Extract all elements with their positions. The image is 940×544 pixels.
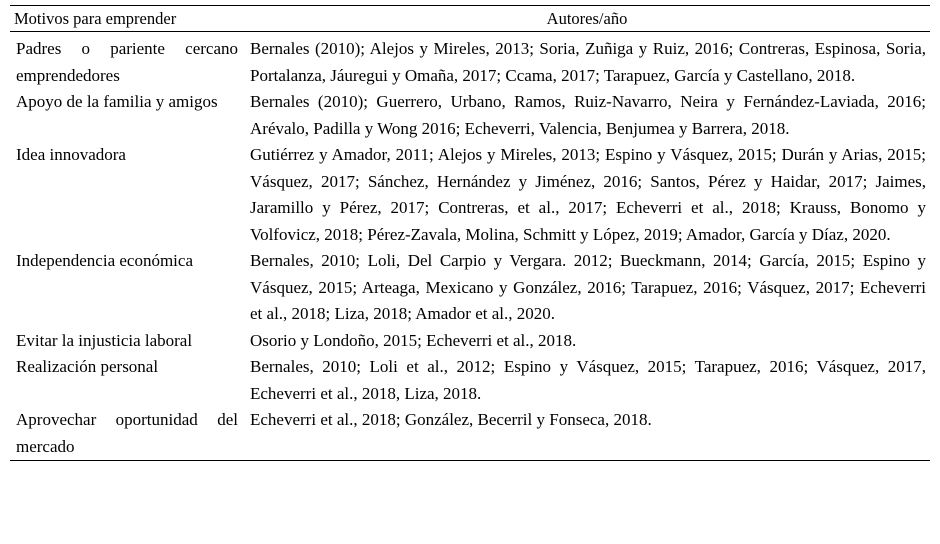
header-row — [10, 6, 930, 32]
autores-cell: Bernales (2010); Alejos y Mireles, 2013; Soria, Zuñiga y Ruiz, 2016; Contreras, Espinosa, Soria, Portalanza, Jáuregui y Omaña, 2017; Ccama, 2017; Tarapuez, García y Castellano, 2018. — [250, 39, 926, 85]
table-row — [10, 89, 930, 142]
table-row — [10, 407, 930, 461]
table-header — [10, 6, 930, 32]
motivo-cell: Independencia económica — [16, 251, 193, 270]
motivo-cell: Evitar la injusticia laboral — [16, 330, 193, 350]
header-autores: Autores/año — [546, 8, 628, 28]
table-row — [10, 328, 930, 355]
autores-cell: Osorio y Londoño, 2015; Echeverri et al., 2018. — [250, 330, 577, 350]
motivo-cell: Aprovechar oportunidad del mercado — [16, 410, 238, 456]
autores-cell: Echeverri et al., 2018; González, Becerril y Fonseca, 2018. — [250, 410, 652, 429]
table-row — [10, 142, 930, 248]
autores-cell: Gutiérrez y Amador, 2011; Alejos y Mireles, 2013; Espino y Vásquez, 2015; Durán y Arias, 2015; Vásquez, 2017; Sánchez, Hernández y Jiménez, 2016; Santos, Pérez y Haidar, 2017; Jaimes, Jaramillo y Pérez, 2017; Contreras, et al., 2017; Echeverri et al., 2018; Krauss, Bonomo y Volfovicz, 2018; Pérez-Zavala, Molina, Schmitt y López, 2019; Amador, García y Díaz, 2020. — [250, 145, 926, 244]
table-row — [10, 248, 930, 328]
autores-cell: Bernales, 2010; Loli, Del Carpio y Vergara. 2012; Bueckmann, 2014; García, 2015; Espino y Vásquez, 2015; Arteaga, Mexicano y González, 2016; Tarapuez, 2016; Vásquez, 2017; Echeverri et al., 2018; Liza, 2018; Amador et al., 2020. — [250, 251, 926, 323]
table-row — [10, 32, 930, 90]
table-body — [10, 32, 930, 461]
table-row — [10, 354, 930, 407]
motivo-cell: Apoyo de la familia y amigos — [16, 92, 218, 111]
autores-cell: Bernales, 2010; Loli et al., 2012; Espino y Vásquez, 2015; Tarapuez, 2016; Vásquez, 2017, Echeverri et al., 2018, Liza, 2018. — [250, 357, 926, 403]
motivo-cell: Idea innovadora — [16, 145, 126, 164]
motivo-cell: Padres o pariente cercano emprendedores — [16, 39, 238, 85]
motives-authors-table — [10, 5, 930, 461]
motivo-cell: Realización personal — [16, 357, 159, 376]
header-motivos: Motivos para emprender — [14, 8, 177, 28]
literature-table-container — [10, 5, 930, 461]
autores-cell: Bernales (2010); Guerrero, Urbano, Ramos, Ruiz-Navarro, Neira y Fernández-Laviada, 2016; Arévalo, Padilla y Wong 2016; Echeverri, Valencia, Benjumea y Barrera, 2018. — [250, 92, 926, 138]
